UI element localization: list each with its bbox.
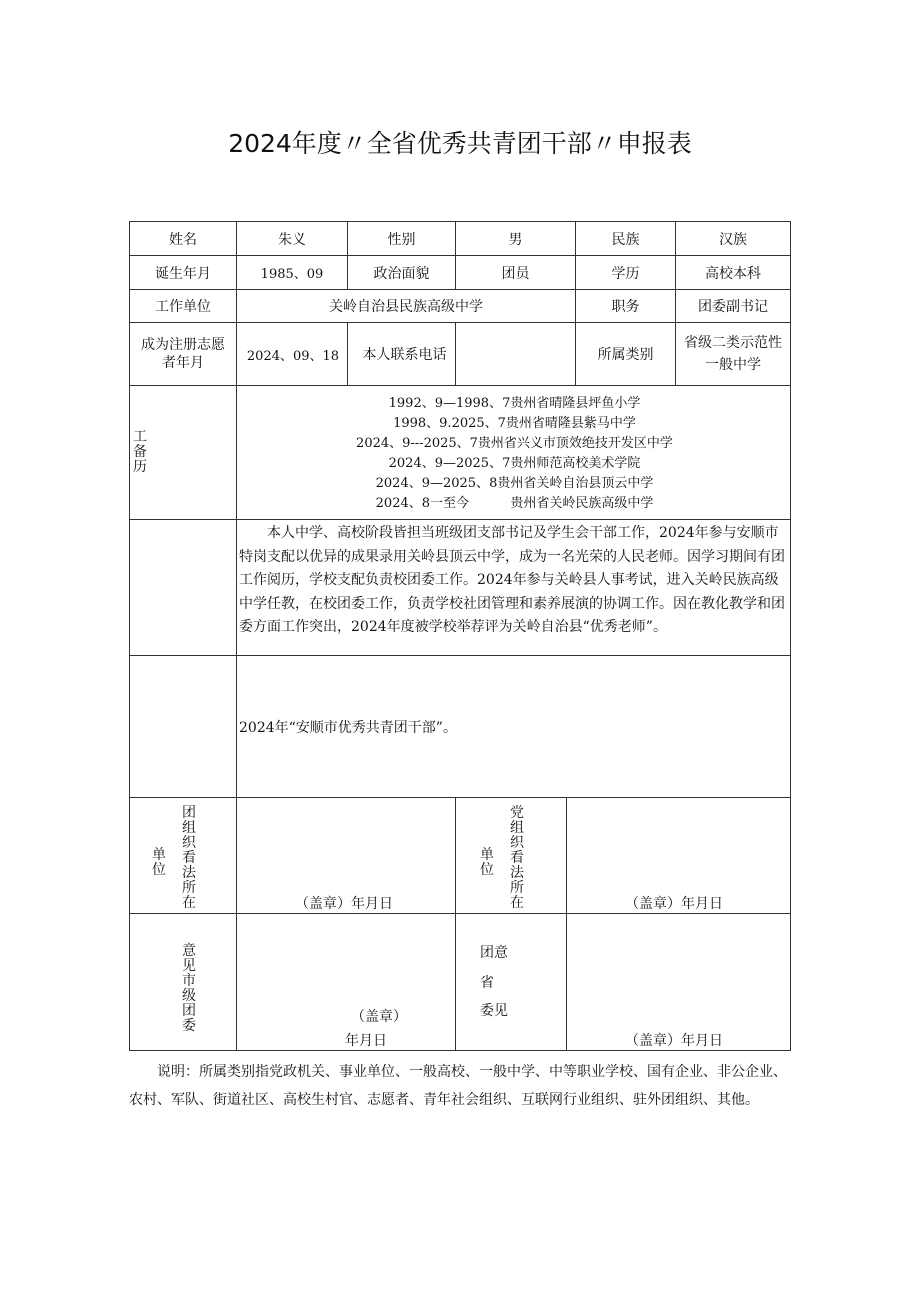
phone-value [456, 323, 576, 386]
volunteer-label: 成为注册志愿者年月 [130, 323, 237, 386]
province-label-1: 团意 [480, 945, 508, 961]
category-label: 所属类别 [576, 323, 676, 386]
unit-org-label-b: 团组织看法所在 [182, 805, 196, 911]
political-value: 团员 [456, 256, 576, 290]
row-opinions-unit [130, 798, 791, 914]
page-title: 2024年度〃全省优秀共青团干部〃申报表 [228, 129, 692, 158]
province-seal: （盖章）年月日 [625, 1033, 723, 1049]
volunteer-value: 2024、09、18 [237, 323, 348, 386]
resume-line: 1992、9—1998、7贵州省晴隆县坪鱼小学 [388, 396, 641, 411]
honors-text: 2024年“安顺市优秀共青团干部”。 [239, 719, 457, 736]
application-form [129, 221, 791, 1051]
education-value: 高校本科 [676, 256, 791, 290]
work-label: 工作单位 [130, 290, 237, 323]
ethnic-label: 民族 [576, 222, 676, 256]
unit-party-label-a: 单位 [480, 847, 494, 878]
row-opinions-upper [130, 914, 791, 1051]
resume-list [237, 386, 791, 520]
resume-line: 2024、9—2025、7贵州师范高校美术学院 [388, 456, 641, 471]
gender-value: 男 [456, 222, 576, 256]
city-label: 意见市级团委 [182, 943, 196, 1034]
row-honors [130, 656, 791, 798]
work-value: 关岭自治县民族高级中学 [237, 290, 576, 323]
political-label: 政治面貌 [348, 256, 456, 290]
birth-value: 1985、09 [237, 256, 348, 290]
resume-line: 2024、9—2025、8贵州省关岭自治县顶云中学 [375, 476, 654, 491]
row-volunteer [130, 323, 791, 386]
name-label: 姓名 [130, 222, 237, 256]
name-value: 朱义 [237, 222, 348, 256]
ethnic-value: 汉族 [676, 222, 791, 256]
unit-party-label-b: 党组织看法所在 [510, 805, 524, 911]
province-label-3: 委见 [480, 1003, 508, 1019]
birth-label: 诞生年月 [130, 256, 237, 290]
deeds-label [130, 520, 237, 656]
row-work [130, 290, 791, 323]
resume-label: 工备历 [133, 429, 147, 475]
row-resume [130, 386, 791, 520]
explanation-note: 说明：所属类别指党政机关、事业单位、一般高校、一般中学、中等职业学校、国有企业、非公企业、农村、军队、街道社区、高校生村官、志愿者、青年社会组织、互联网行业组织、驻外团组织、其他。 [129, 1064, 787, 1108]
city-seal-2: 年月日 [345, 1033, 387, 1049]
province-label-2: 省 [480, 975, 494, 991]
unit-party-seal: （盖章）年月日 [625, 896, 723, 912]
resume-line: 2024、9---2025、7贵州省兴义市顶效绝技开发区中学 [356, 436, 673, 451]
city-seal-1: （盖章） [351, 1009, 407, 1025]
honors-label [130, 656, 237, 798]
unit-org-label-a: 单位 [152, 847, 166, 878]
education-label: 学历 [576, 256, 676, 290]
phone-label: 本人联系电话 [348, 323, 456, 386]
resume-line: 1998、9.2025、7贵州省晴隆县紫马中学 [393, 416, 636, 431]
gender-label: 性别 [348, 222, 456, 256]
row-basic-1 [130, 222, 791, 256]
position-label: 职务 [576, 290, 676, 323]
row-deeds [130, 520, 791, 656]
category-value: 省级二类示范性一般中学 [676, 323, 791, 386]
position-value: 团委副书记 [676, 290, 791, 323]
deeds-text: 本人中学、高校阶段皆担当班级团支部书记及学生会干部工作，2024年参与安顺市特岗支配以优异的成果录用关岭县顶云中学，成为一名光荣的人民老师。因学习期间有团工作阅历，学校支配负责校团委工作。2024年参与关岭县人事考试，进入关岭民族高级中学任教，在校团委工作，负责学校社团管理和素养展演的协调工作。因在教化教学和团委方面工作突出，2024年度被学校举荐评为关岭自治县“优秀老师”。 [239, 525, 785, 635]
row-basic-2 [130, 256, 791, 290]
resume-line: 2024、8一至今 贵州省关岭民族高级中学 [375, 496, 654, 511]
unit-org-seal: （盖章）年月日 [295, 896, 393, 912]
